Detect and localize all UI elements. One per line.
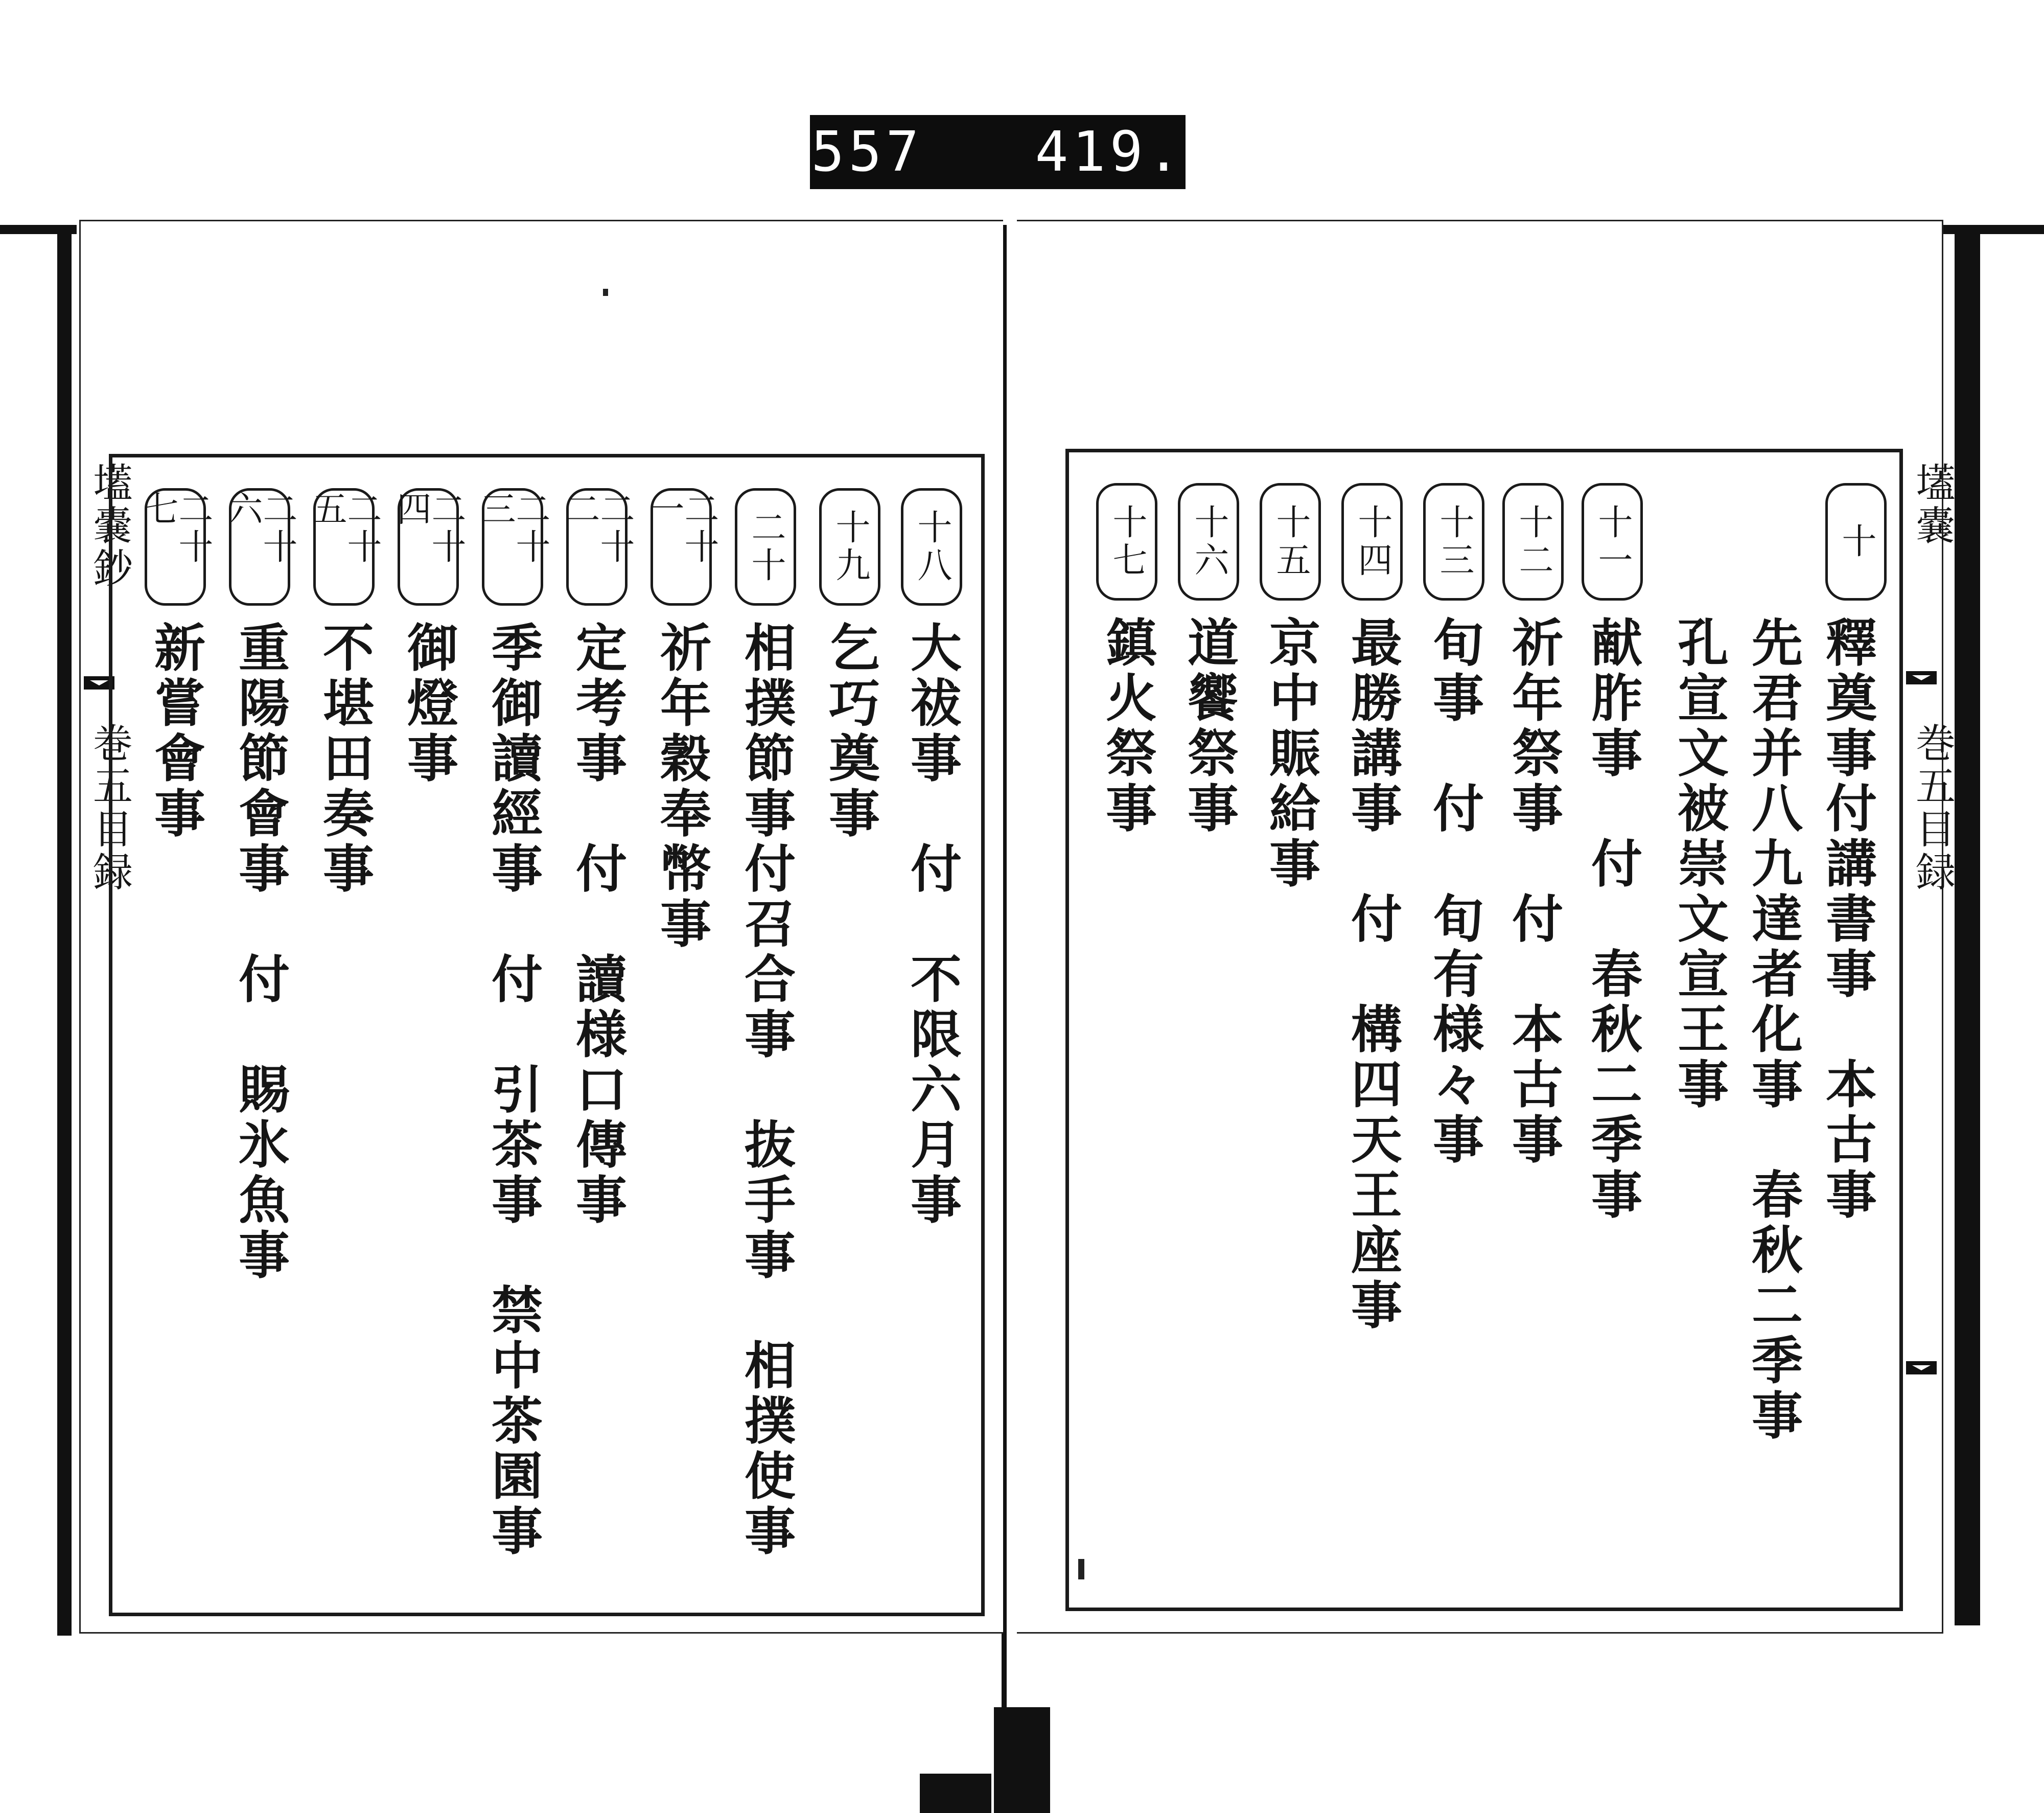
entry-number: 十 [1836, 523, 1876, 561]
entry-number-box [307, 488, 382, 606]
entry-column [1414, 452, 1491, 1608]
entry-number-box [391, 488, 466, 606]
right-page-header: 壒嚢 [1909, 462, 1955, 547]
entry-number: 十八 [912, 509, 952, 585]
right-spine-strip [1955, 225, 1980, 1625]
entry-title: 祈年穀奉幣事 [652, 621, 712, 952]
entry-title: 不堪田奏事 [314, 621, 375, 897]
entry-title: 相撲節事付召合事 抜手事 相撲使事 [736, 621, 796, 1559]
entry-title: 乞巧奠事 [820, 621, 880, 842]
entry-number: 十四 [1352, 504, 1392, 580]
entry-column [304, 457, 381, 1613]
entry-number: 二十五 [307, 491, 382, 566]
entry-title: 献胙事 付 春秋二季事 [1583, 616, 1643, 1223]
entry-title: 最勝講事 付 構四天王座事 [1342, 616, 1403, 1334]
catalog-number-plate: 557 419. [810, 115, 1186, 189]
entry-number-box [1341, 483, 1403, 601]
entry-title: 道饗祭事 [1179, 616, 1239, 837]
entry-column [557, 457, 634, 1613]
left-running-title: 巻五目録 [86, 722, 132, 894]
left-page [79, 220, 1003, 1634]
entry-number: 二十六 [222, 491, 297, 566]
entry-number: 二十四 [391, 491, 466, 566]
entry-column [1493, 452, 1570, 1608]
entry-number-box [1582, 483, 1643, 601]
entry-number: 十三 [1434, 504, 1474, 580]
entry-column [1087, 452, 1164, 1608]
entry-number-box [560, 488, 635, 606]
left-text-frame [109, 454, 985, 1616]
entry-column [473, 457, 549, 1613]
entry-title: 鎮火祭事 [1097, 616, 1157, 837]
entry-title: 京中賑給事 [1261, 616, 1321, 892]
entry-number-box [475, 488, 550, 606]
entry-title: 定考事 付 讀様口傳事 [567, 621, 628, 1228]
entry-number-box [1260, 483, 1321, 601]
entry-number-box [1502, 483, 1564, 601]
left-page-header: 壒嚢鈔 [86, 462, 132, 590]
right-running-title: 巻五目録 [1909, 722, 1955, 894]
entry-number: 二十三 [475, 491, 550, 566]
entry-number-box [901, 488, 962, 606]
left-spine-strip [57, 225, 72, 1636]
entry-number-box [735, 488, 796, 606]
entry-column [810, 457, 887, 1613]
entry-title: 釋奠事付講書事 本古事 先君并八九達者化事 春秋二季事 孔宣文被崇文宣王事 [1669, 616, 1877, 1444]
entry-title: 重陽節會事 付 賜氷魚事 [230, 621, 290, 1283]
entry-column [1572, 452, 1649, 1608]
entry-title: 大祓事 付 不限六月事 [902, 621, 962, 1228]
right-fish-tail-mark [1906, 671, 1937, 684]
right-fish-tail-mark-lower [1906, 1361, 1937, 1374]
entry-number: 十七 [1107, 504, 1147, 580]
entry-number: 十九 [830, 509, 870, 585]
entry-title: 御燈事 [399, 621, 459, 787]
entry-number-box [1096, 483, 1157, 601]
entry-number-box [138, 488, 213, 606]
entry-column [1250, 452, 1327, 1608]
entry-column [641, 457, 718, 1613]
entry-number-box [1423, 483, 1484, 601]
entry-column [388, 457, 465, 1613]
bottom-block [920, 1774, 991, 1813]
entry-number-box [1178, 483, 1239, 601]
entry-title: 季御讀經事 付 引茶事 禁中茶園事 [483, 621, 543, 1559]
right-edge-bar [1937, 225, 2044, 234]
entry-number: 二十二 [560, 491, 635, 566]
entry-number: 十二 [1513, 504, 1553, 580]
entry-number: 二十七 [138, 491, 213, 566]
entry-number-box [1825, 483, 1887, 601]
gutter-block [994, 1707, 1050, 1813]
entry-column [135, 457, 212, 1613]
entry-number: 十五 [1270, 504, 1311, 580]
right-page [1017, 220, 1955, 1634]
entry-column [1169, 452, 1245, 1608]
entry-number: 十一 [1592, 504, 1633, 580]
scan-speck [1078, 1559, 1084, 1579]
entry-number-box [222, 488, 297, 606]
entry-column [1332, 452, 1409, 1608]
scan-speck [603, 289, 608, 296]
entry-number: 二十一 [644, 491, 719, 566]
entry-number-box [644, 488, 719, 606]
entry-column [220, 457, 296, 1613]
entry-column-wide [1652, 452, 1892, 1608]
entry-title: 新嘗會事 [146, 621, 206, 842]
entry-number-box [819, 488, 880, 606]
entry-number: 十六 [1189, 504, 1229, 580]
entry-number: 二十 [746, 509, 786, 585]
entry-title: 旬事 付 旬有様々事 [1424, 616, 1484, 1168]
entry-title: 祈年祭事 付 本古事 [1503, 616, 1564, 1168]
entry-column [726, 457, 802, 1613]
right-text-frame [1065, 449, 1903, 1611]
entry-column [892, 457, 968, 1613]
